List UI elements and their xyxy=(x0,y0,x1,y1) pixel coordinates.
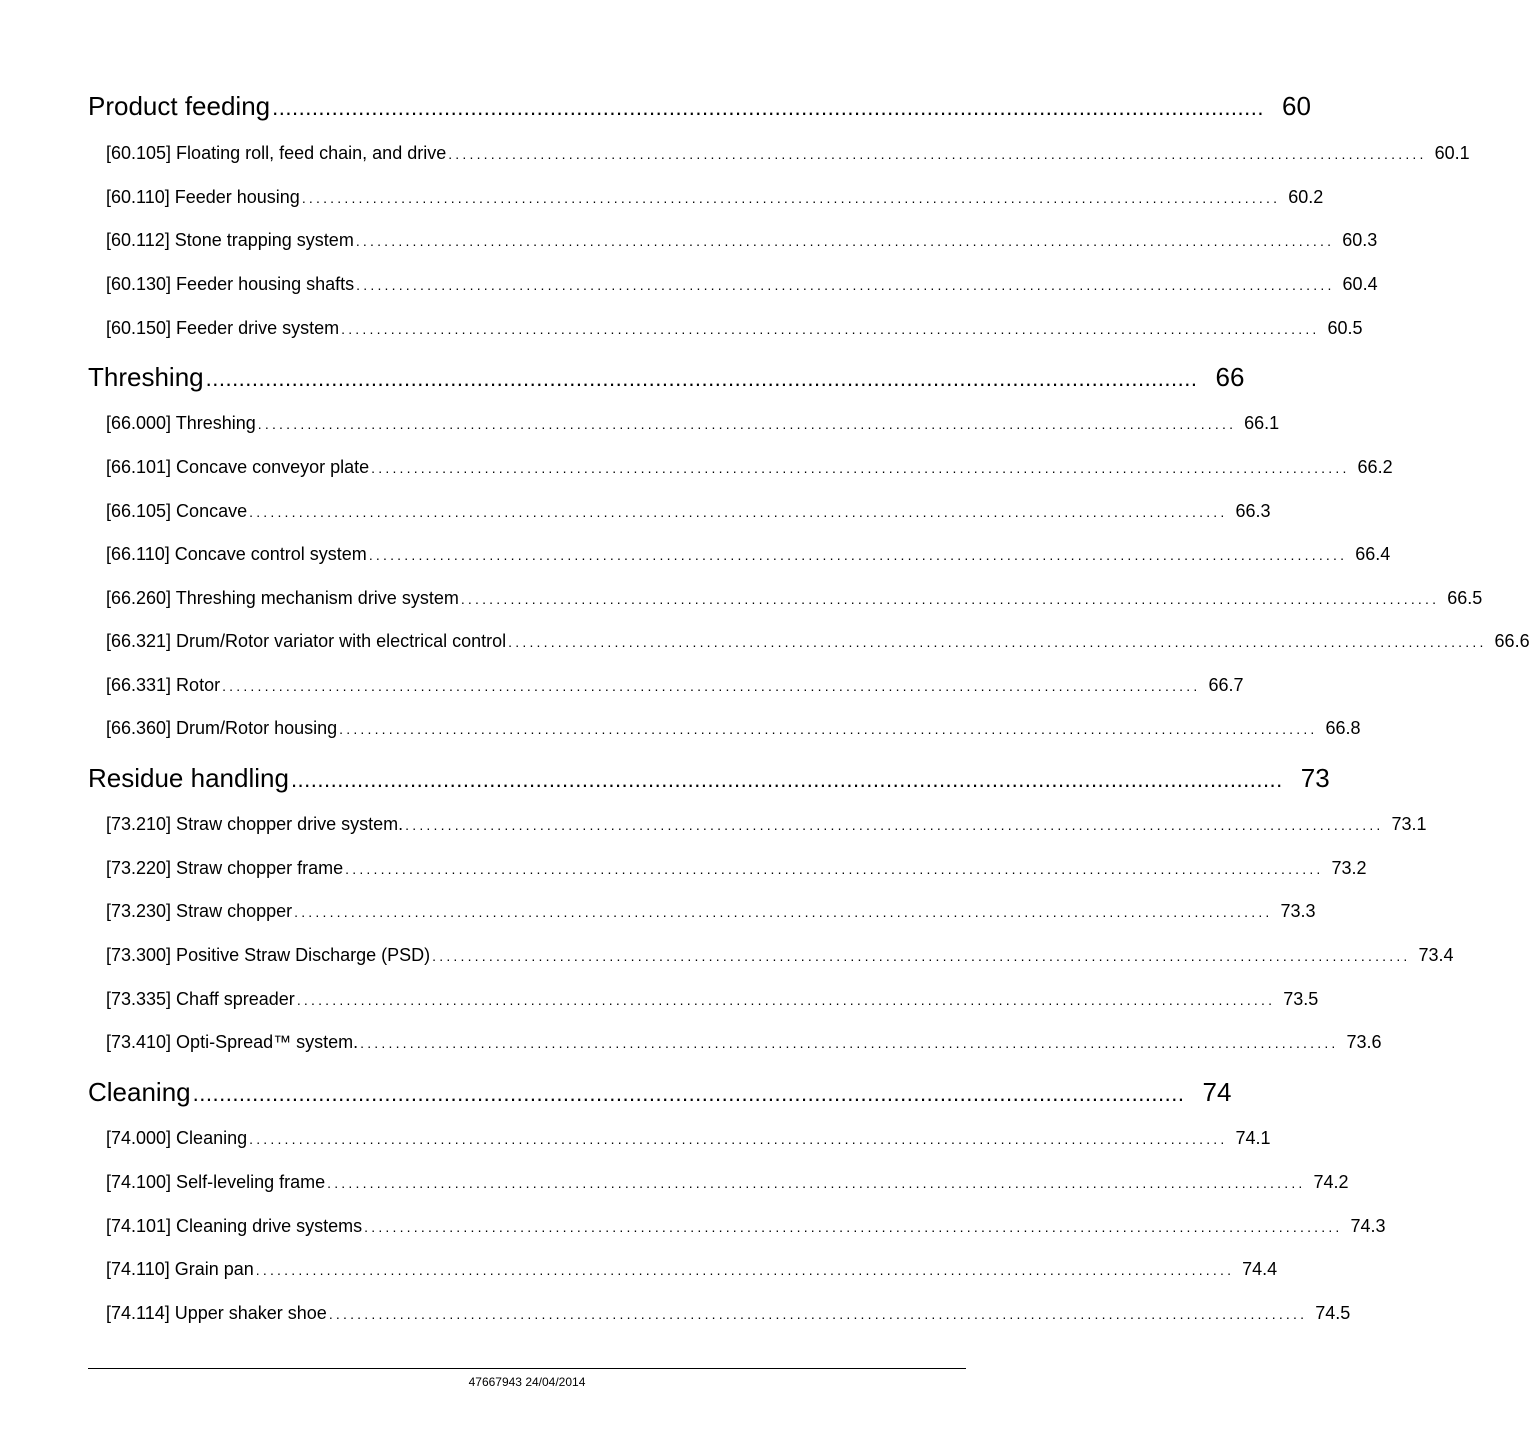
dot-leader: .......................................................................................................................................... xyxy=(255,1262,1235,1278)
section-title: [66.260] Threshing mechanism drive system xyxy=(106,588,459,608)
section-title: [66.000] Threshing xyxy=(106,413,256,433)
dot-leader: .......................................................................................................................................... xyxy=(360,1035,1339,1051)
toc-section[interactable] xyxy=(106,501,1271,525)
toc-section[interactable] xyxy=(106,989,1319,1013)
dot-leader: .......................................................................................................................................... xyxy=(257,416,1237,432)
toc-section[interactable] xyxy=(106,143,1470,167)
section-page-number: 66.3 xyxy=(1235,501,1271,521)
dot-leader: ...................................................................................................................................................... xyxy=(205,366,1198,391)
toc-section[interactable] xyxy=(106,230,1378,254)
section-title: [66.321] Drum/Rotor variator with electrical control xyxy=(106,631,507,651)
section-page-number: 66.4 xyxy=(1355,544,1391,564)
toc-chapter-residue-handling[interactable] xyxy=(88,763,1330,795)
toc-section[interactable] xyxy=(106,1216,1386,1240)
dot-leader: .......................................................................................................................................... xyxy=(432,948,1411,964)
chapter-title: Product feeding xyxy=(88,91,271,121)
section-page-number: 66.8 xyxy=(1325,718,1361,738)
toc-chapter-product-feeding[interactable] xyxy=(88,91,1311,123)
section-title: [74.114] Upper shaker shoe xyxy=(106,1303,327,1323)
dot-leader: .......................................................................................................................................... xyxy=(356,277,1335,293)
section-page-number: 66.7 xyxy=(1208,675,1244,695)
section-title: [74.101] Cleaning drive systems xyxy=(106,1216,363,1236)
section-page-number: 60.3 xyxy=(1342,230,1378,250)
section-title: [66.110] Concave control system xyxy=(106,544,367,564)
toc-section[interactable] xyxy=(106,631,1530,655)
section-title: [66.331] Rotor xyxy=(106,675,221,695)
toc-section[interactable] xyxy=(106,901,1316,925)
dot-leader: .......................................................................................................................................... xyxy=(368,547,1348,563)
section-page-number: 66.1 xyxy=(1244,413,1280,433)
toc-section[interactable] xyxy=(106,858,1367,882)
dot-leader: ...................................................................................................................................................... xyxy=(290,767,1283,792)
section-title: [66.105] Concave xyxy=(106,501,248,521)
dot-leader: .......................................................................................................................................... xyxy=(405,817,1384,833)
dot-leader: .......................................................................................................................................... xyxy=(301,190,1281,206)
dot-leader: .......................................................................................................................................... xyxy=(448,146,1427,162)
chapter-title: Cleaning xyxy=(88,1077,191,1107)
toc-section[interactable] xyxy=(106,413,1280,437)
toc-section[interactable] xyxy=(106,1032,1382,1056)
dot-leader: .......................................................................................................................................... xyxy=(294,904,1273,920)
toc-section[interactable] xyxy=(106,187,1324,211)
section-page-number: 66.5 xyxy=(1447,588,1483,608)
section-page-number: 74.4 xyxy=(1242,1259,1278,1279)
toc-chapter-cleaning[interactable] xyxy=(88,1077,1232,1109)
toc-section[interactable] xyxy=(106,1303,1351,1327)
section-title: [60.110] Feeder housing xyxy=(106,187,300,207)
dot-leader: .......................................................................................................................................... xyxy=(508,634,1487,650)
toc-section[interactable] xyxy=(106,544,1391,568)
section-page-number: 73.5 xyxy=(1283,989,1319,1009)
chapter-title: Residue handling xyxy=(88,763,289,793)
toc-section[interactable] xyxy=(106,814,1427,838)
section-title: [74.000] Cleaning xyxy=(106,1128,248,1148)
section-title: [60.150] Feeder drive system xyxy=(106,318,340,338)
section-page-number: 60.1 xyxy=(1434,143,1470,163)
dot-leader: .......................................................................................................................................... xyxy=(345,861,1324,877)
dot-leader: .......................................................................................................................................... xyxy=(328,1306,1308,1322)
dot-leader: .......................................................................................................................................... xyxy=(339,721,1318,737)
chapter-page-number: 60 xyxy=(1282,91,1311,121)
section-page-number: 66.6 xyxy=(1494,631,1530,651)
dot-leader: .......................................................................................................................................... xyxy=(222,678,1201,694)
toc-section[interactable] xyxy=(106,588,1483,612)
section-title: [60.105] Floating roll, feed chain, and drive xyxy=(106,143,447,163)
section-title: [74.100] Self-leveling frame xyxy=(106,1172,326,1192)
section-title: [73.410] Opti-Spread™ system. xyxy=(106,1032,359,1052)
toc-chapter-threshing[interactable] xyxy=(88,362,1245,394)
toc-section[interactable] xyxy=(106,945,1454,969)
section-page-number: 73.4 xyxy=(1418,945,1454,965)
section-page-number: 74.2 xyxy=(1313,1172,1349,1192)
chapter-page-number: 66 xyxy=(1215,362,1245,392)
footer-document-id: 47667943 24/04/2014 xyxy=(468,1375,586,1389)
toc-section[interactable] xyxy=(106,1259,1278,1283)
section-page-number: 73.2 xyxy=(1331,858,1367,878)
section-page-number: 73.1 xyxy=(1391,814,1427,834)
footer-divider xyxy=(88,1368,966,1369)
dot-leader: .......................................................................................................................................... xyxy=(341,321,1320,337)
section-title: [60.112] Stone trapping system xyxy=(106,230,354,250)
chapter-title: Threshing xyxy=(88,362,204,392)
section-title: [73.230] Straw chopper xyxy=(106,901,293,921)
section-page-number: 60.5 xyxy=(1327,318,1363,338)
section-page-number: 74.5 xyxy=(1315,1303,1351,1323)
dot-leader: .......................................................................................................................................... xyxy=(355,233,1335,249)
toc-section[interactable] xyxy=(106,1128,1271,1152)
dot-leader: .......................................................................................................................................... xyxy=(249,504,1228,520)
dot-leader: .......................................................................................................................................... xyxy=(327,1175,1306,1191)
section-title: [73.210] Straw chopper drive system. xyxy=(106,814,404,834)
section-title: [66.101] Concave conveyor plate xyxy=(106,457,370,477)
section-title: [66.360] Drum/Rotor housing xyxy=(106,718,338,738)
section-page-number: 73.6 xyxy=(1346,1032,1382,1052)
toc-section[interactable] xyxy=(106,274,1378,298)
toc-section[interactable] xyxy=(106,1172,1349,1196)
section-page-number: 66.2 xyxy=(1357,457,1393,477)
chapter-page-number: 74 xyxy=(1202,1077,1232,1107)
toc-section[interactable] xyxy=(106,318,1363,342)
dot-leader: ...................................................................................................................................................... xyxy=(192,1081,1185,1106)
section-title: [73.220] Straw chopper frame xyxy=(106,858,344,878)
section-page-number: 74.1 xyxy=(1235,1128,1271,1148)
section-page-number: 60.4 xyxy=(1342,274,1378,294)
chapter-page-number: 73 xyxy=(1300,763,1330,793)
section-page-number: 73.3 xyxy=(1280,901,1316,921)
dot-leader: .......................................................................................................................................... xyxy=(371,460,1350,476)
section-page-number: 74.3 xyxy=(1350,1216,1386,1236)
toc-section[interactable] xyxy=(106,675,1244,699)
dot-leader: .......................................................................................................................................... xyxy=(249,1131,1228,1147)
section-page-number: 60.2 xyxy=(1288,187,1324,207)
section-title: [60.130] Feeder housing shafts xyxy=(106,274,355,294)
section-title: [73.335] Chaff spreader xyxy=(106,989,295,1009)
dot-leader: .......................................................................................................................................... xyxy=(364,1219,1343,1235)
dot-leader: .......................................................................................................................................... xyxy=(460,591,1440,607)
section-title: [74.110] Grain pan xyxy=(106,1259,254,1279)
dot-leader: ...................................................................................................................................................... xyxy=(272,95,1264,120)
toc-section[interactable] xyxy=(106,457,1393,481)
dot-leader: .......................................................................................................................................... xyxy=(296,992,1276,1008)
section-title: [73.300] Positive Straw Discharge (PSD) xyxy=(106,945,431,965)
toc-section[interactable] xyxy=(106,718,1361,742)
